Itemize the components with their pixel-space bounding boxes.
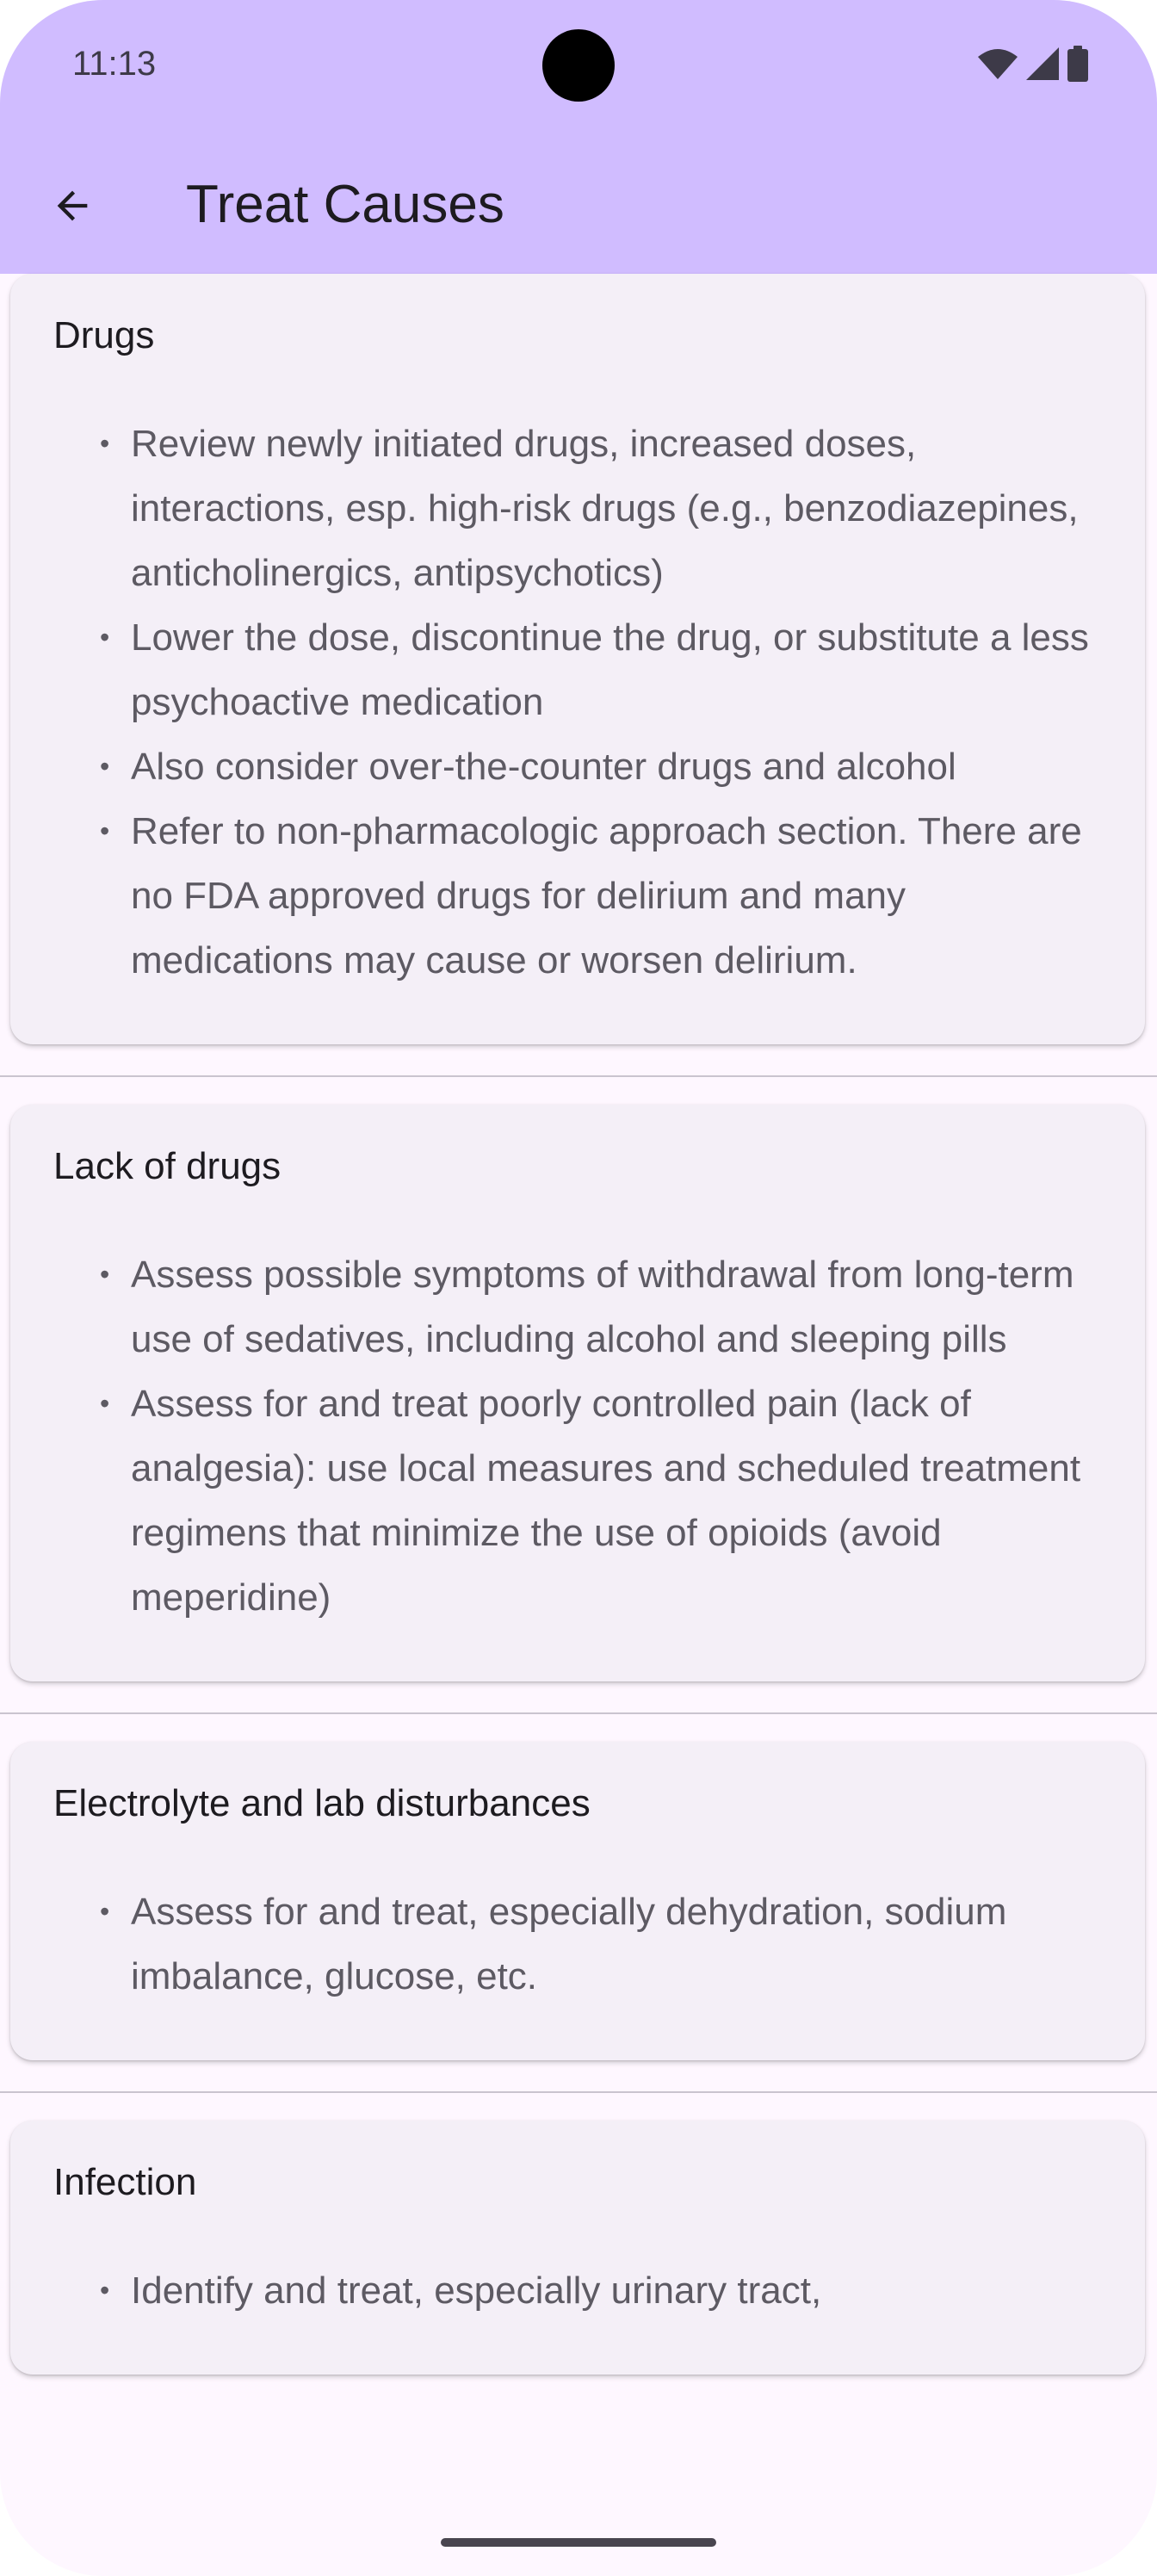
bullet-text: Review newly initiated drugs, increased doses, interactions, esp. high-risk drugs (e.g., benzodiazepines, anticholinergics, antipsychotics) [131, 423, 1079, 594]
bullet-text: Assess for and treat, especially dehydration, sodium imbalance, glucose, etc. [131, 1891, 1007, 1997]
wifi-icon [978, 48, 1018, 79]
list-item [53, 734, 1102, 799]
bullet-list [53, 412, 1102, 993]
top-app-area [0, 0, 1157, 274]
home-indicator[interactable] [441, 2538, 716, 2547]
bullet-text: Identify and treat, especially urinary tract, [131, 2269, 822, 2312]
bullet-list [53, 1242, 1102, 1630]
causes-list [0, 274, 1157, 2375]
section-infection [0, 2121, 1157, 2375]
card-title: Electrolyte and lab disturbances [53, 1782, 591, 1824]
bullet-dot: • [100, 1896, 110, 1927]
list-item [53, 1242, 1102, 1372]
back-button[interactable] [34, 168, 110, 244]
card-lack-of-drugs [10, 1105, 1145, 1681]
section-electrolytes [0, 1742, 1157, 2093]
bullet-dot: • [100, 751, 110, 782]
cell-signal-icon [1026, 47, 1059, 80]
bullet-text: Refer to non-pharmacologic approach section. There are no FDA approved drugs for delirium and many medications may cause or worsen delirium. [131, 810, 1082, 981]
list-item [53, 605, 1102, 734]
battery-icon [1067, 46, 1088, 82]
status-time: 11:13 [72, 45, 157, 83]
bullet-text: Assess for and treat poorly controlled pain (lack of analgesia): use local measures and scheduled treatment regimens that minimize the use of opioids (avoid meperidine) [131, 1383, 1081, 1619]
bullet-text: Also consider over-the-counter drugs and alcohol [131, 746, 956, 788]
status-icons [978, 45, 1088, 83]
list-item [53, 2258, 1102, 2323]
card-title: Drugs [53, 314, 155, 356]
divider [0, 2091, 1157, 2093]
divider [0, 1712, 1157, 1714]
bullet-list [53, 2258, 1102, 2323]
list-item [53, 412, 1102, 605]
bullet-dot: • [100, 2275, 110, 2306]
card-title: Infection [53, 2161, 197, 2203]
bullet-text: Lower the dose, discontinue the drug, or substitute a less psychoactive medication [131, 616, 1089, 723]
section-drugs [0, 274, 1157, 1077]
bullet-dot: • [100, 622, 110, 653]
arrow-left-icon [50, 183, 95, 228]
card-infection [10, 2121, 1145, 2375]
card-electrolytes [10, 1742, 1145, 2060]
bullet-dot: • [100, 815, 110, 846]
bullet-dot: • [100, 1388, 110, 1419]
bullet-text: Assess possible symptoms of withdrawal from long-term use of sedatives, including alcohol and sleeping pills [131, 1254, 1074, 1360]
list-item [53, 1372, 1102, 1630]
page-title: Treat Causes [186, 175, 504, 234]
bullet-dot: • [100, 1259, 110, 1290]
bullet-dot: • [100, 428, 110, 459]
list-item [53, 799, 1102, 993]
camera-cutout [542, 29, 615, 102]
divider [0, 1075, 1157, 1077]
status-bar [0, 0, 1157, 129]
list-item [53, 1879, 1102, 2009]
app-bar [0, 146, 1157, 258]
card-drugs [10, 274, 1145, 1044]
section-lack-of-drugs [0, 1105, 1157, 1714]
bullet-list [53, 1879, 1102, 2009]
card-title: Lack of drugs [53, 1145, 282, 1187]
